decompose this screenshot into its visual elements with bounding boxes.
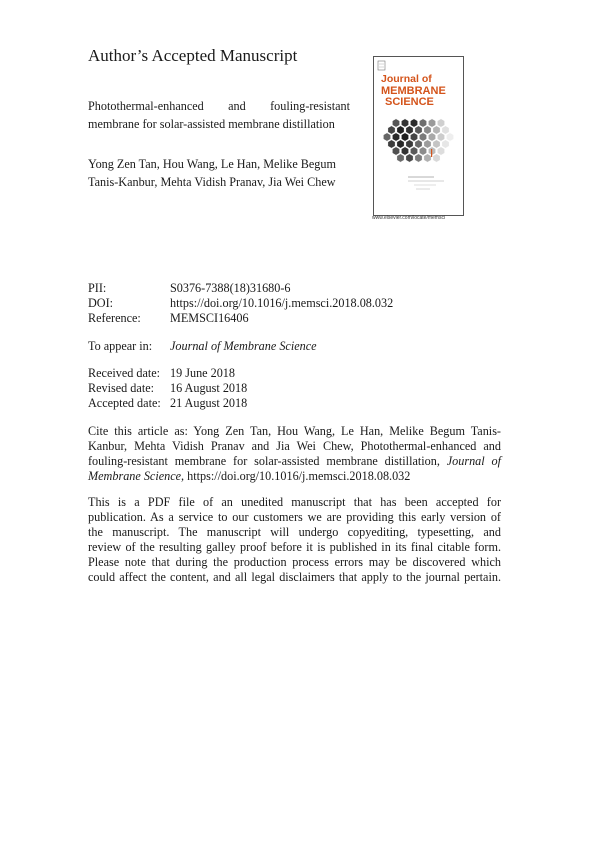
reference-value: MEMSCI16406 [170,311,249,325]
cover-hexagon [388,126,395,134]
revised-label: Revised date: [88,381,154,395]
cover-hexagon [415,126,422,134]
cover-hexagon [419,119,426,127]
cover-hexagon [397,126,404,134]
cover-hexagon [410,119,417,127]
author-list [88,155,358,191]
cover-hexagon [383,133,390,141]
notice-line: Please note that during the production process errors may be discovered which [88,555,501,569]
pii-row [88,281,508,296]
cite-line: Kanbur, Mehta Vidish Pranav and Jia Wei Chew, Photothermal-enhanced and [88,439,501,453]
revised-row [88,381,508,396]
cite-line [88,469,501,484]
cover-hexagon [401,119,408,127]
cite-line [88,454,501,469]
cover-hexagon [401,133,408,141]
notice-line: This is a PDF file of an unedited manuscript that has been accepted for [88,495,501,509]
cover-hexagon [392,147,399,155]
cover-hexagon [442,140,449,148]
cite-journal-text-cont: Membrane Science, [88,469,185,483]
cover-hexagon [424,126,431,134]
cite-doi[interactable]: https://doi.org/10.1016/j.memsci.2018.08.032 [184,469,411,483]
cover-hexagon [446,133,453,141]
cover-hexagon [433,154,440,162]
cover-hexagon [415,140,422,148]
notice-line: could affect the content, and all legal disclaimers that apply to the journal pertain. [88,570,501,584]
cover-artwork [374,57,463,215]
cover-hexagon [410,147,417,155]
cite-journal-text: Journal of [446,454,502,468]
reference-row [88,311,508,326]
cover-hexagon [437,147,444,155]
journal-name: Journal of Membrane Science [170,339,317,353]
cover-hexagon [406,126,413,134]
cover-hexagon [406,140,413,148]
cover-hexagon [397,140,404,148]
cover-accent-mark [431,149,432,157]
cover-hexagon [415,154,422,162]
doi-label: DOI: [88,296,114,310]
cover-hexagon [437,119,444,127]
cover-hexagon [406,154,413,162]
authors-line-1: Yong Zen Tan, Hou Wang, Le Han, Melike Begum [88,157,336,171]
received-value: 19 June 2018 [170,366,235,380]
cover-hexagon [442,126,449,134]
cite-title-text: fouling-resistant membrane for solar-assisted membrane distillation, [88,454,440,468]
cover-hexagon [419,133,426,141]
cover-hexagon [388,140,395,148]
citation-paragraph [88,424,501,484]
doi-link[interactable]: https://doi.org/10.1016/j.memsci.2018.08.032 [170,296,394,310]
cover-hexagon [401,147,408,155]
received-label: Received date: [88,366,161,380]
title-word: fouling-resistant [270,99,350,113]
cover-hexagon [424,154,431,162]
publisher-logo [378,61,385,70]
cover-title-line-2: MEMBRANE [381,85,446,97]
title-word: Photothermal-enhanced [88,99,204,113]
cover-hexagon [428,119,435,127]
cover-title-line-1: Journal of [381,73,432,85]
cover-hexagon [428,133,435,141]
cover-hexagon-pattern [383,119,453,162]
pii-label: PII: [88,281,107,295]
cover-hexagon [419,147,426,155]
authors-line-2: Tanis-Kanbur, Mehta Vidish Pranav, Jia Wei Chew [88,175,336,189]
cover-title-line-3: SCIENCE [385,96,434,108]
reference-label: Reference: [88,311,141,325]
manuscript-header: Author’s Accepted Manuscript [88,46,298,65]
journal-cover-image [373,56,464,216]
cite-line: Cite this article as: Yong Zen Tan, Hou Wang, Le Han, Melike Begum Tanis- [88,424,501,438]
cover-hexagon [424,140,431,148]
revised-value: 16 August 2018 [170,381,248,395]
doi-row [88,296,508,311]
appear-row [88,339,508,354]
cover-hexagon [392,119,399,127]
pii-value: S0376-7388(18)31680-6 [170,281,291,295]
accepted-value: 21 August 2018 [170,396,248,410]
article-title [88,97,350,133]
notice-line: the manuscript. The manuscript will undergo copyediting, typesetting, and [88,525,501,539]
cover-hexagon [437,133,444,141]
notice-line: review of the resulting galley proof before it is published in its final citable form. [88,540,501,554]
received-row [88,366,508,381]
notice-paragraph [88,495,501,585]
notice-line: publication. As a service to our customers we are providing this early version of [88,510,501,524]
title-word: and [228,99,246,113]
title-line-2: membrane for solar-assisted membrane distillation [88,117,335,131]
accepted-label: Accepted date: [88,396,161,410]
cover-hexagon [397,154,404,162]
cover-url: www.elsevier.com/locate/memsci [372,215,446,221]
appear-label: To appear in: [88,339,153,353]
cover-hexagon [433,126,440,134]
accepted-row [88,396,508,411]
cover-hexagon [410,133,417,141]
cover-hexagon [392,133,399,141]
cover-hexagon [433,140,440,148]
